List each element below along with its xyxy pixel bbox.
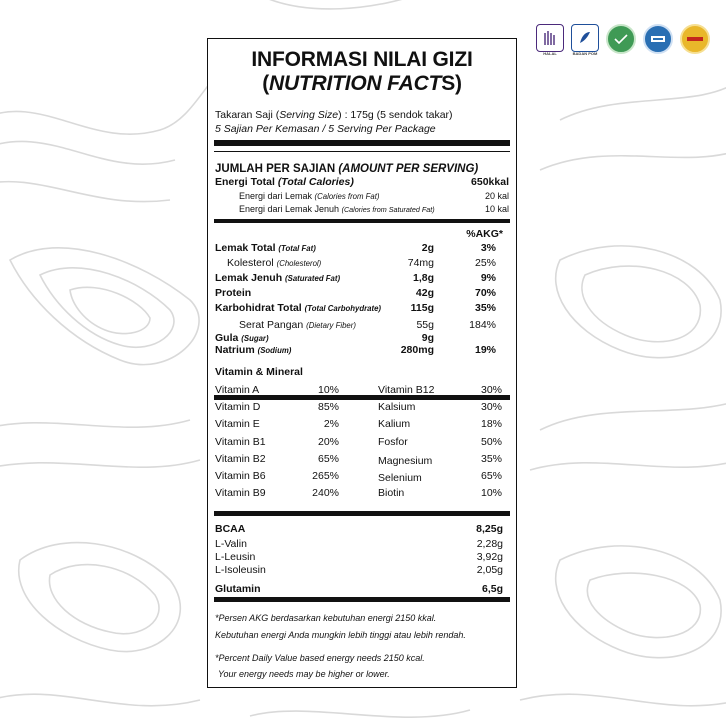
- amount-per-serving-heading: [215, 163, 478, 175]
- amino-value: 2,28g: [476, 538, 503, 550]
- mineral-value: 18%: [480, 418, 502, 430]
- mineral-name: Selenium: [378, 472, 422, 484]
- nutrient-amount: 280mg: [400, 344, 434, 356]
- nutrient-amount: 2g: [421, 242, 434, 254]
- energy-fat-id: Energi dari Lemak: [239, 191, 315, 201]
- nutrient-akg: 184%: [469, 319, 496, 331]
- mineral-value: 65%: [480, 470, 502, 482]
- divider-vitamins: [214, 511, 510, 516]
- nutrient-label: [215, 344, 291, 356]
- nutrient-amount: 74mg: [407, 257, 434, 269]
- nutrient-akg: 19%: [474, 344, 496, 356]
- nutrition-facts-panel: [207, 38, 517, 688]
- nutrient-label: [227, 257, 321, 269]
- nutrient-name-id: Lemak Jenuh: [215, 272, 286, 284]
- vitamin-value: 65%: [317, 453, 339, 465]
- vitamin-value: 85%: [317, 401, 339, 413]
- nutrient-akg: 3%: [480, 242, 496, 254]
- vitamin-name: Vitamin B6: [215, 470, 266, 482]
- footnote-en-line-2: Your energy needs may be higher or lower.: [218, 669, 390, 679]
- title-line-1: INFORMASI NILAI GIZI: [251, 48, 473, 71]
- mineral-value: 50%: [480, 436, 502, 448]
- haccp-logo: [680, 24, 710, 54]
- servings-per-package: 5 Sajian Per Kemasan / 5 Serving Per Package: [215, 123, 436, 135]
- amount-heading-id: JUMLAH PER SAJIAN: [215, 163, 339, 175]
- certification-logos: [536, 24, 710, 54]
- vitamin-heading: Vitamin & Mineral: [215, 366, 303, 378]
- thick-divider: [214, 140, 510, 146]
- vitamin-name: Vitamin B9: [215, 487, 266, 499]
- amino-total-name: Glutamin: [215, 583, 261, 595]
- nutrient-name-id: Kolesterol: [227, 257, 277, 269]
- nutrient-name-id: Protein: [215, 287, 252, 299]
- vitamin-value: 10%: [317, 384, 339, 396]
- footnote-id-line-1: *Persen AKG berdasarkan kebutuhan energi 2150 kkal.: [215, 613, 437, 623]
- amino-value: 2,05g: [476, 564, 503, 576]
- energy-total-value: 650kkal: [471, 176, 509, 188]
- serving-size-prefix: Takaran Saji (: [215, 109, 280, 121]
- mineral-name: Fosfor: [378, 436, 408, 448]
- nutrient-label: [215, 332, 269, 344]
- mineral-name: Biotin: [378, 487, 405, 499]
- vitamin-name: Vitamin E: [215, 418, 260, 430]
- nutrient-name-en: (Sugar): [241, 334, 269, 343]
- badan-pom-caption: BADAN POM: [572, 51, 598, 56]
- vitamin-value: 265%: [312, 470, 339, 482]
- divider-energy: [214, 219, 510, 223]
- nutrient-name-en: (Total Fat): [278, 244, 316, 253]
- nutrient-label: [215, 242, 316, 254]
- energy-satfat-en: (Calories from Saturated Fat): [341, 205, 435, 214]
- amino-total-name: BCAA: [215, 523, 246, 535]
- serving-size: [215, 109, 453, 121]
- amino-total-value: 6,5g: [481, 583, 503, 595]
- title-line-2-italic: NUTRITION FACT: [269, 72, 442, 95]
- nutrient-amount: 115g: [410, 302, 434, 314]
- energy-total-label: [215, 176, 354, 188]
- footnote-en-line-1: *Percent Daily Value based energy needs 2150 kcal.: [215, 653, 425, 663]
- badan-pom-logo: [571, 24, 599, 56]
- nutrient-label: [215, 272, 340, 284]
- nutrient-akg: 9%: [480, 272, 496, 284]
- nutrient-amount: 42g: [415, 287, 434, 299]
- vitamin-name: Vitamin D: [215, 401, 261, 413]
- energy-from-satfat-label: [239, 204, 435, 214]
- mineral-value: 30%: [480, 401, 502, 413]
- serving-size-suffix: ) : 175g (5 sendok takar): [338, 109, 453, 121]
- nutrient-name-id: Serat Pangan: [239, 319, 307, 331]
- amino-total-value: 8,25g: [476, 523, 503, 535]
- mineral-name: Vitamin B12: [378, 384, 435, 396]
- iso-22000-logo: [643, 24, 673, 54]
- mineral-value: 35%: [480, 453, 502, 465]
- halal-logo: [536, 24, 564, 56]
- title-line-2: (NUTRITION FACTS): [262, 72, 462, 95]
- mineral-value: 10%: [480, 487, 502, 499]
- nutrient-name-en: (Total Carbohydrate): [304, 304, 382, 313]
- footnote-id-line-2: Kebutuhan energi Anda mungkin lebih tinggi atau lebih rendah.: [215, 630, 466, 640]
- amino-name: L-Valin: [215, 538, 247, 550]
- akg-header: %AKG*: [466, 228, 503, 240]
- nutrient-amount: 9g: [421, 332, 434, 344]
- energy-total-id: Energi Total: [215, 176, 278, 188]
- vitamin-name: Vitamin A: [215, 384, 260, 396]
- amino-value: 3,92g: [476, 551, 503, 563]
- nutrient-name-id: Lemak Total: [215, 242, 279, 254]
- thin-divider: [214, 151, 510, 152]
- energy-from-fat-value: 20 kal: [484, 191, 509, 201]
- vitamin-value: 2%: [323, 418, 339, 430]
- energy-fat-en: (Calories from Fat): [314, 192, 380, 201]
- vitamin-value: 20%: [317, 436, 339, 448]
- nutrient-name-id: Karbohidrat Total: [215, 302, 305, 314]
- nutrient-name-id: Natrium: [215, 344, 258, 356]
- nutrient-amount: 1,8g: [412, 272, 434, 284]
- nutrient-label: [215, 287, 251, 299]
- nutrient-name-en: (Sodium): [257, 346, 292, 355]
- nutrient-akg: 35%: [474, 302, 496, 314]
- serving-size-en: Serving Size: [279, 109, 339, 121]
- vitamin-value: 240%: [312, 487, 339, 499]
- amino-name: L-Leusin: [215, 551, 256, 563]
- nutrient-name-id: Gula: [215, 332, 242, 344]
- divider-bcaa: [214, 597, 510, 602]
- nutrient-label: [239, 319, 356, 331]
- nutrient-name-en: (Dietary Fiber): [306, 321, 356, 330]
- mineral-name: Kalsium: [378, 401, 416, 413]
- nutrient-name-en: (Cholesterol): [276, 259, 322, 268]
- nutrient-akg: 70%: [474, 287, 496, 299]
- energy-satfat-id: Energi dari Lemak Jenuh: [239, 204, 342, 214]
- mineral-name: Magnesium: [378, 455, 433, 467]
- vitamin-name: Vitamin B1: [215, 436, 266, 448]
- amino-name: L-Isoleusin: [215, 564, 266, 576]
- nutrient-amount: 55g: [416, 319, 434, 331]
- energy-total-en: (Total Calories): [277, 176, 354, 188]
- nutrient-name-en: (Saturated Fat): [285, 274, 341, 283]
- mineral-value: 30%: [480, 384, 502, 396]
- amount-heading-en: (AMOUNT PER SERVING): [338, 163, 479, 175]
- mineral-name: Kalium: [378, 418, 411, 430]
- energy-from-fat-label: [239, 191, 380, 201]
- nutrient-akg: 25%: [474, 257, 496, 269]
- nutrient-label: [215, 302, 381, 314]
- vitamin-name: Vitamin B2: [215, 453, 266, 465]
- energy-from-satfat-value: 10 kal: [484, 204, 509, 214]
- gmp-logo: [606, 24, 636, 54]
- halal-caption: HALAL: [543, 51, 557, 56]
